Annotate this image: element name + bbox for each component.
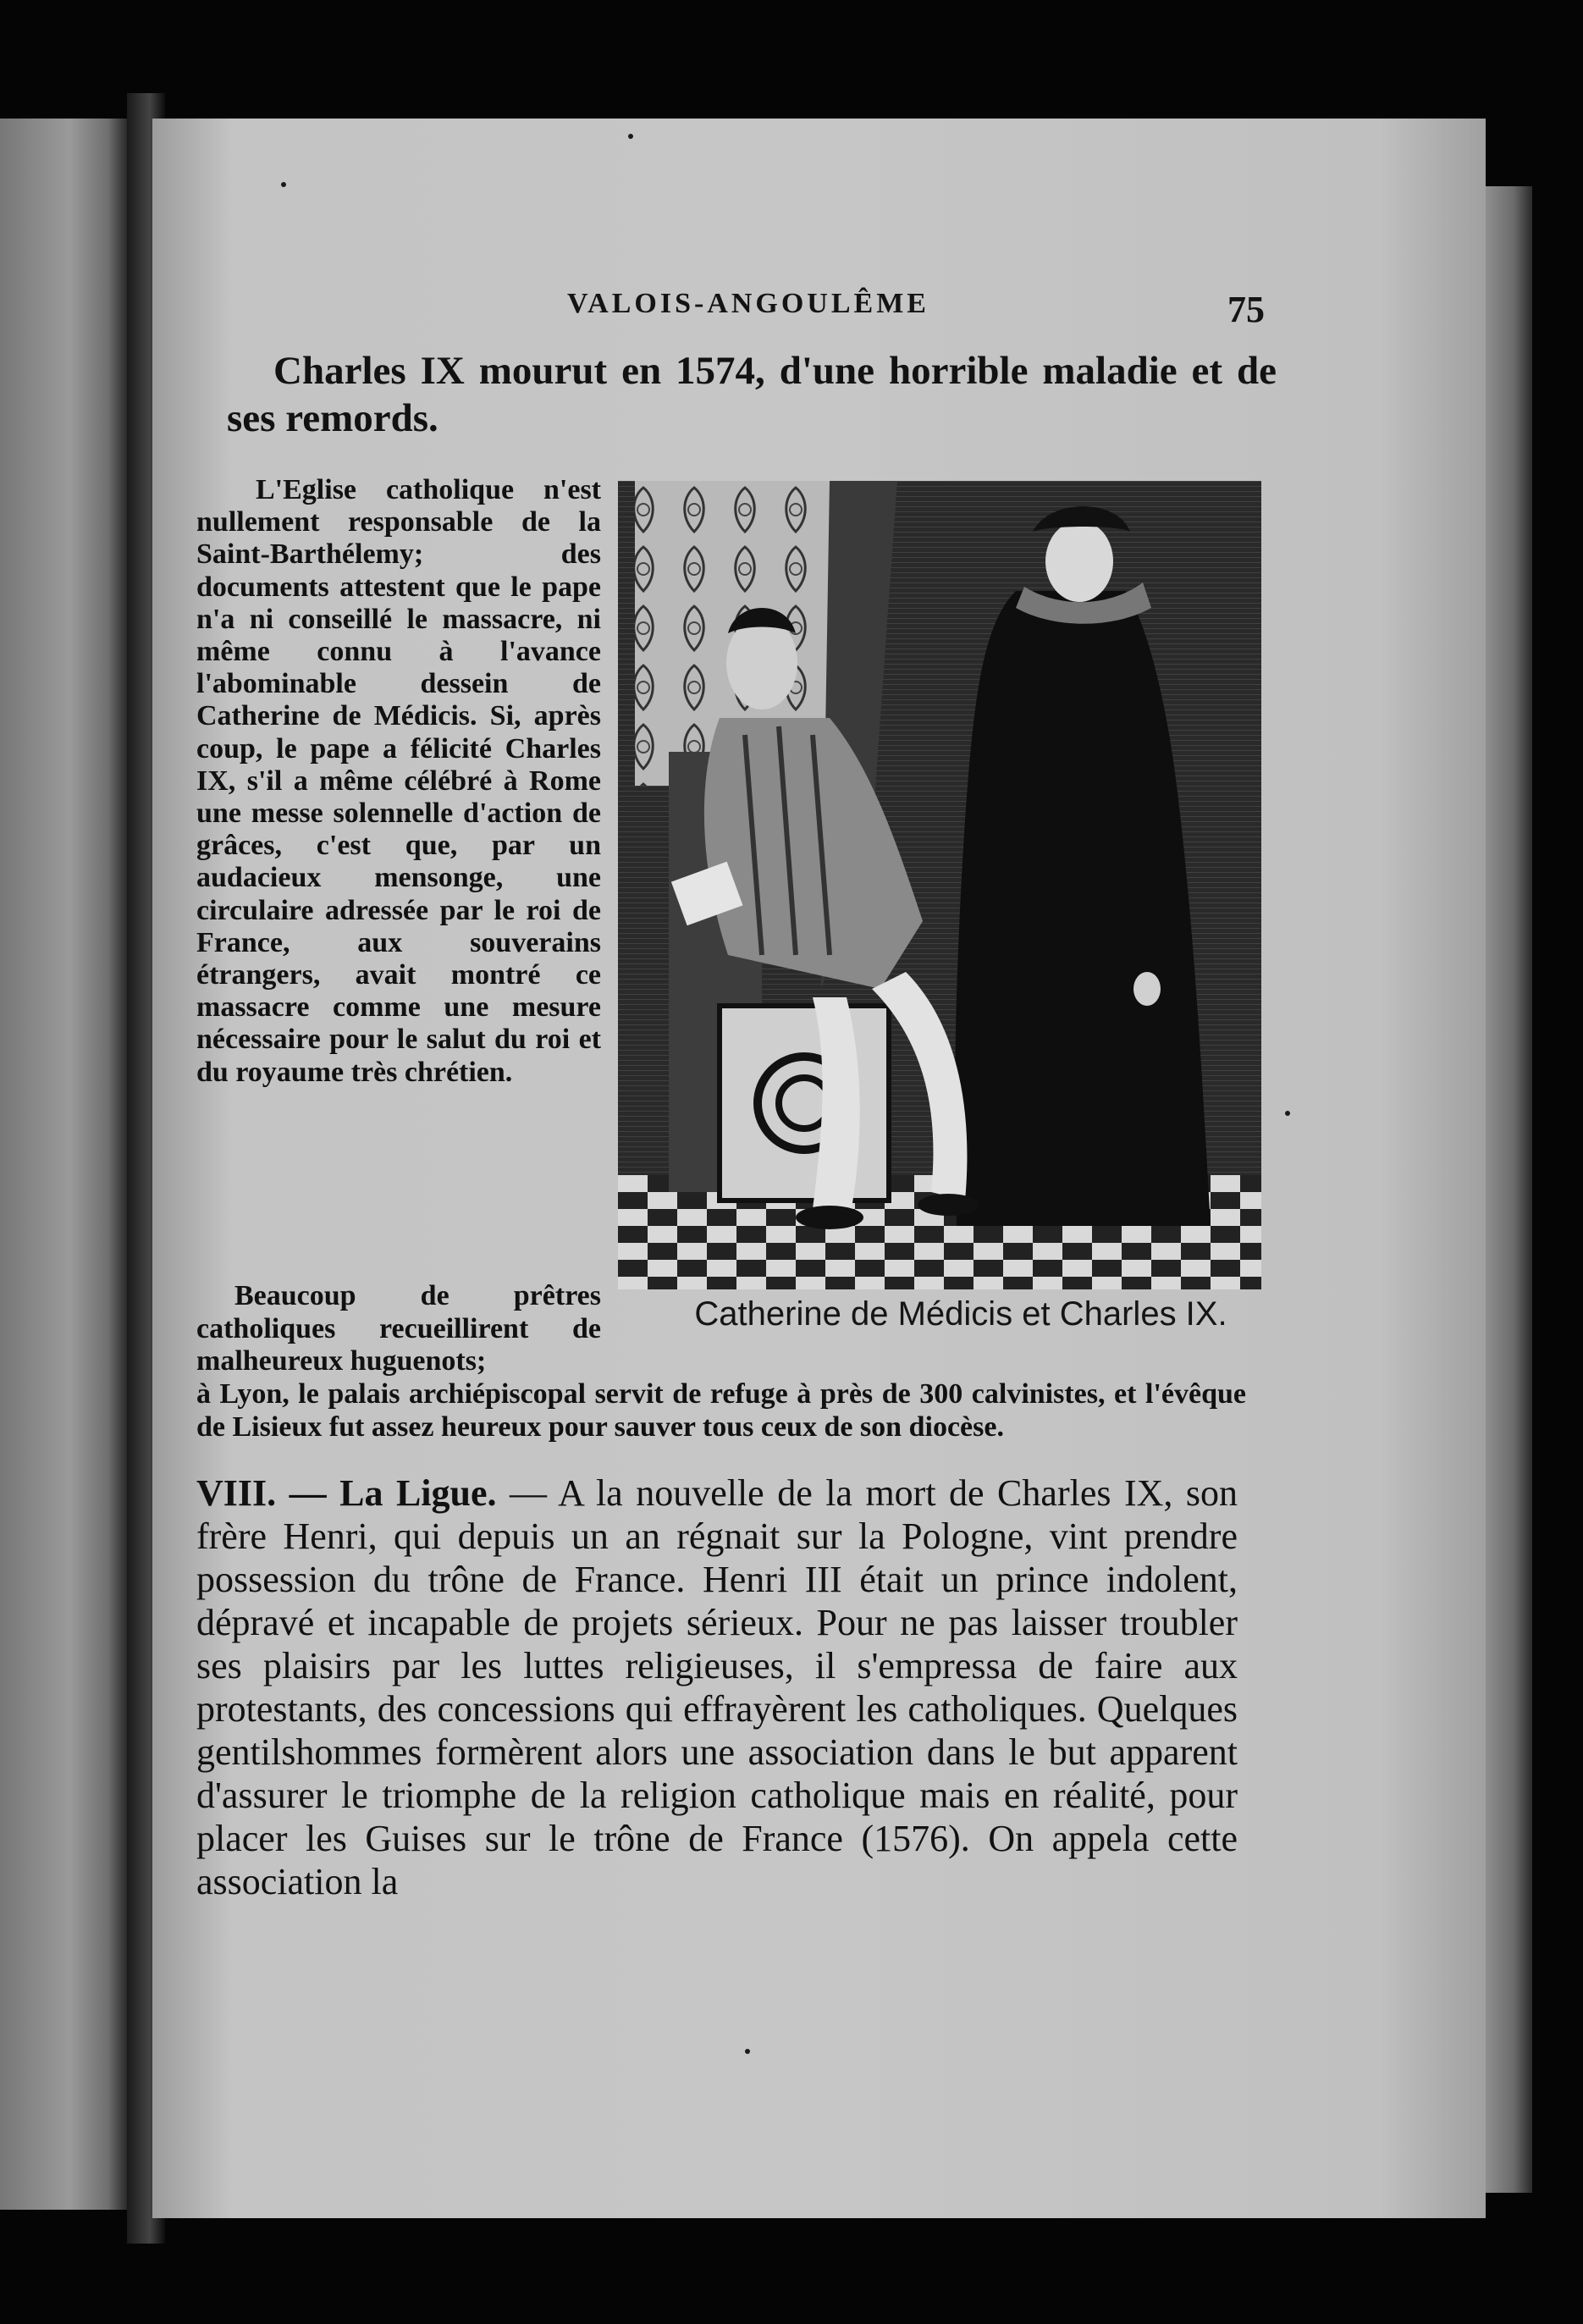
seated-figure-shoe: [796, 1206, 863, 1229]
adjacent-page-edge: [0, 119, 127, 2210]
engraving-illustration: [618, 481, 1261, 1289]
intro-paragraph: Charles IX mourut en 1574, d'une horrible maladie et de ses remords.: [227, 349, 1277, 440]
standing-figure-hand: [1133, 972, 1161, 1006]
engraving-drawing: [618, 481, 1261, 1289]
wrap-paragraph: Beaucoup de prêtres catholiques recueillirent de malheureux huguenots;: [196, 1280, 601, 1377]
sidebar-paragraph: L'Eglise catholique n'est nullement responsable de la Saint-Barthélemy; des documents attestent que le pape n'a ni conseillé le massacre, ni même connu à l'avance l'abominable dessein de Catherine de Médicis. Si, après coup, le pape a félicité Charles IX, s'il a même célébré à Rome une messe solennelle d'action de grâces, c'est que, par un audacieux mensonge, une circulaire adressée par le roi de France, aux souverains étrangers, avait montré ce massacre comme une mesure nécessaire pour le salut du roi et du royaume très chrétien.: [196, 474, 601, 1088]
print-speck: [1285, 1111, 1290, 1116]
section-la-ligue: [196, 1471, 1238, 1903]
section-body: — A la nouvelle de la mort de Charles IX, son frère Henri, qui depuis un an régnait sur la Pologne, vint prendre possession du trône de France. Henri III était un prince indolent, dépravé et incapable de projets sérieux. Pour ne pas laisser troubler ses plaisirs par les luttes religieuses, il s'empressa de faire aux protestants, des concessions qui effrayèrent les catholiques. Quelques gentilshommes formèrent alors une association dans le but apparent d'assurer le triomphe de la religion catholique mais en réalité, pour placer les Guises sur le trône de France (1576). On appela cette association la: [196, 1472, 1238, 1902]
print-speck: [628, 134, 633, 139]
illustration-caption: Catherine de Médicis et Charles IX.: [694, 1295, 1227, 1333]
print-speck: [745, 2049, 750, 2054]
standing-figure-face: [1045, 521, 1113, 602]
seated-figure-face: [726, 616, 797, 709]
chair-base: [720, 1006, 889, 1201]
running-head: VALOIS-ANGOULÊME: [567, 288, 929, 319]
wrap-paragraph-continued: à Lyon, le palais archiépiscopal servit de refuge à près de 300 calvinistes, et l'évêque de Lisieux fut assez heureux pour sauver tous ceux de son diocèse.: [196, 1378, 1246, 1443]
print-speck: [281, 182, 286, 187]
page-number: 75: [1227, 289, 1265, 330]
page-stack-edge: [1486, 186, 1532, 2193]
section-heading: VIII. — La Ligue.: [196, 1472, 497, 1514]
